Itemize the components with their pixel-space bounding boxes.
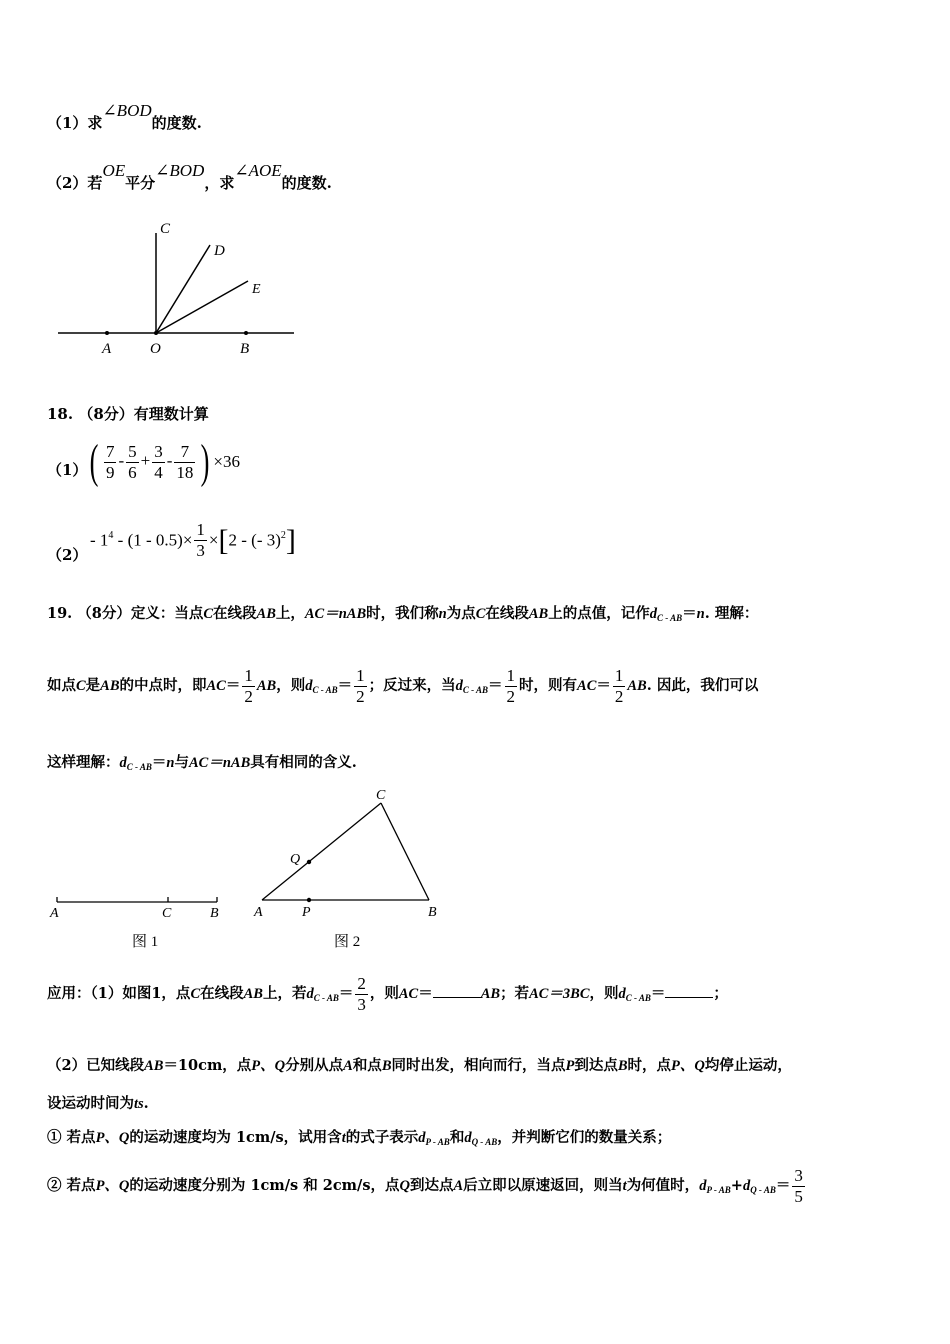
q19-l2-t1: 如点 [47, 677, 76, 694]
fig2-side-ac [262, 803, 381, 900]
q19-p2a-ab: AB [144, 1058, 164, 1074]
q19-frac2 [354, 666, 367, 707]
q18-p1-f2n: 5 [128, 441, 137, 461]
q19-frac4 [613, 666, 626, 707]
q19-l2-eq4: ＝ [596, 677, 611, 694]
q19-c1-pq: P、Q [95, 1130, 130, 1146]
q19-app-t2: 在线段 [200, 985, 244, 1002]
q18-p1-f4n: 7 [180, 441, 190, 461]
q19-app-eq2: ＝ [418, 985, 433, 1002]
q19-c2-fd: 5 [794, 1186, 803, 1206]
q17-p2-mid: 平分 [125, 174, 156, 192]
q17-p2-angle2: ∠AOE [234, 161, 282, 180]
q19-c1-t1: ① 若点 [47, 1129, 96, 1146]
q19-l2-d2sub: C - AB [462, 685, 489, 695]
q17-label-e: E [252, 282, 261, 297]
q19-c2-d2sub: Q - AB [750, 1185, 776, 1195]
q19-c2-t1: ② 若点 [47, 1177, 96, 1194]
q18-part2-formula [90, 520, 296, 561]
q17-point-o [154, 331, 158, 335]
q19-c1-d2sub: Q - AB [471, 1137, 498, 1147]
q19-p2a-b: B [381, 1058, 392, 1074]
q19-c1-t3: 的式子表示 [345, 1129, 419, 1146]
q17-part1 [47, 101, 202, 133]
q19-l2-f3d: 2 [506, 686, 516, 706]
q19-case-2 [47, 1165, 807, 1208]
q19-l2-t5: ；反过来，当 [368, 677, 456, 694]
q19-h_n: n [438, 606, 447, 622]
q18-p2-d-exp: 2 [280, 529, 286, 541]
q17-label-b: B [240, 341, 250, 357]
q19-c2-a: A [453, 1178, 464, 1194]
q18-p1-f1d: 9 [105, 462, 115, 482]
q19-p2a-p: P [565, 1058, 575, 1074]
q18-p2-b: - (1 - 0.5)× [117, 530, 193, 550]
q19-c2-t3: 到达点 [409, 1177, 454, 1194]
q19-figure2 [248, 782, 448, 954]
q19-l2-f3n: 1 [506, 665, 516, 685]
q18-header [47, 404, 209, 424]
q19-app-t1: 应用：（1）如图1，点 [47, 985, 191, 1002]
q17-angle-figure [50, 215, 310, 365]
q18-part1-formula [86, 435, 240, 488]
q19-p2a-t2: ＝10cm，点 [163, 1057, 252, 1074]
q19-l2-f1d: 2 [244, 686, 253, 706]
q19-p2b-t2: . [143, 1095, 149, 1112]
q19-figure1 [45, 890, 235, 955]
q17-part2 [47, 161, 332, 193]
q19-app-eq3: ＝ [650, 985, 666, 1002]
q19-l2-f4n: 1 [614, 665, 624, 685]
q19-l3-t3: 与 [174, 754, 189, 771]
q19-l2-d1: d [305, 678, 313, 694]
fig2-label-q: Q [290, 852, 301, 867]
fig2-label-b: B [428, 905, 437, 920]
q18-p1-op2: + [140, 450, 151, 470]
q18-p2-fn: 1 [196, 520, 205, 539]
q19-c1-t4: 和 [449, 1129, 465, 1146]
q17-label-a: A [102, 341, 112, 357]
q19-c1-t: t [341, 1130, 346, 1146]
q18-p2-a: - 1 [90, 530, 109, 550]
q19-app-d2sub: C - AB [625, 993, 651, 1003]
q19-h_d: d [649, 606, 657, 622]
q18-p2-lbracket: [ [218, 523, 229, 557]
q18-p2-c: × [208, 530, 219, 550]
q19-h_t2: 上， [275, 605, 305, 622]
fig2-label-p: P [302, 905, 311, 920]
q19-c1-d1: d [418, 1130, 426, 1146]
q19-p2a-t5: 同时出发，相向而行，当点 [391, 1057, 566, 1074]
q17-point-a [105, 331, 109, 335]
answer-blank-1[interactable] [433, 983, 481, 998]
q17-ray-od [156, 245, 210, 333]
q19-c2-eq: ＝ [775, 1177, 791, 1194]
q18-p1-f2d: 6 [128, 462, 137, 482]
q19-l2-ac: AC [206, 678, 226, 694]
q18-p2-d: 2 - (- 3) [228, 530, 281, 550]
q18-p2-label: （2） [47, 546, 88, 564]
q19-c2-t5: 为何值时， [626, 1177, 700, 1194]
q18-p1-label: （1） [47, 461, 88, 479]
q19-c2-t2: 的运动速度分别为 1cm/s 和 2cm/s，点 [129, 1177, 400, 1194]
fig1-label-a: A [50, 906, 59, 921]
q17-label-d: D [214, 243, 225, 259]
fig2-side-cb [381, 803, 429, 900]
q19-c1-t5: ，并判断它们的数量关系； [497, 1129, 672, 1146]
q17-ray-oe [156, 281, 248, 333]
q19-h_dsub: C - AB [656, 613, 683, 623]
q18-p2-frac [194, 520, 207, 561]
q19-l2-eq3: ＝ [488, 677, 503, 694]
q19-l2-t6: 时，则有 [519, 677, 578, 694]
q19-h_n2: n [696, 606, 705, 622]
q19-h_eq: AC＝nAB [304, 606, 367, 622]
q19-app-t7: ； [713, 985, 728, 1002]
q19-app-c: C [190, 986, 201, 1002]
q19-c2-fn: 3 [794, 1165, 803, 1185]
q19-l2-c: C [76, 678, 86, 694]
q19-app-d2: d [618, 986, 626, 1002]
q19-p2a-a: A [343, 1058, 353, 1074]
q19-l2-t3: 的中点时，即 [119, 677, 207, 694]
q19-c2-t: t [622, 1178, 627, 1194]
q19-c2-q: Q [399, 1178, 410, 1194]
q19-c1-d1sub: P - AB [425, 1137, 450, 1147]
q19-l3-t2: ＝ [151, 754, 167, 771]
q19-p2a-t6: 到达点 [574, 1057, 618, 1074]
q18-part2-label [47, 545, 87, 565]
q19-p2a-pq: P、Q [251, 1058, 286, 1074]
q19-app-dsub: C - AB [313, 993, 339, 1003]
fig2-label-c: C [376, 788, 386, 803]
q19-app-d: d [306, 986, 314, 1002]
q18-p1-frac4 [174, 442, 195, 483]
q19-app-t4: ，则 [369, 985, 399, 1002]
app-frac [355, 974, 368, 1015]
q19-l2-ac2: AC [577, 678, 597, 694]
q18-p1-right-paren: ) [201, 435, 210, 488]
q17-p1-prefix: （1）求 [47, 114, 103, 132]
q19-l2-f2d: 2 [356, 686, 365, 706]
fig1-caption: 图 1 [132, 934, 159, 950]
q19-h_ab: AB [256, 606, 276, 622]
q19-l2-ab3: AB [627, 678, 647, 694]
q18-p1-op3: - [166, 450, 173, 470]
q19-l2-f2n: 1 [356, 665, 365, 685]
q18-p1-f3n: 3 [154, 441, 163, 461]
q17-p2-comma: ，求 [204, 174, 235, 192]
fig2-label-a: A [254, 905, 263, 920]
q19-l2-t2: 是 [85, 677, 101, 694]
q17-p2-prefix: （2）若 [47, 174, 103, 192]
q19-p2a-pq2: P、Q [671, 1058, 705, 1074]
q19-c1-t2: 的运动速度均为 1cm/s，试用含 [129, 1129, 342, 1146]
q17-point-b [244, 331, 248, 335]
fig2-point-q [307, 860, 311, 864]
q19-l3-dsub: C - AB [126, 762, 152, 772]
q19-app-t6: ，则 [589, 985, 619, 1002]
q18-p1-frac1 [104, 442, 117, 483]
q19-c2-pq: P、Q [95, 1178, 130, 1194]
q19-p2a-t4: 和点 [352, 1057, 382, 1074]
q19-l2-ab: AB [100, 678, 120, 694]
q19-h_t1: 在线段 [213, 605, 257, 622]
fig2-caption: 图 2 [334, 934, 361, 950]
q18-p1-left-paren: ( [89, 435, 99, 488]
q19-app-t3: 上，若 [262, 985, 307, 1002]
q19-l3-t1: 这样理解： [47, 754, 120, 771]
q19-l3-d: d [119, 755, 127, 771]
case2-frac [792, 1166, 805, 1207]
q19-p2b-t1: 设运动时间为 [47, 1095, 134, 1112]
q17-p2-angle: ∠BOD [155, 161, 205, 180]
q19-app-ac3: AC＝3BC [529, 986, 590, 1002]
q18-p1-tail: ×36 [213, 452, 240, 471]
q19-h_ab2: AB [528, 606, 549, 622]
q19-l3-eq: AC＝nAB [189, 755, 251, 771]
q17-label-o: O [150, 341, 161, 357]
q19-c2-d2: d [742, 1178, 751, 1194]
fig1-label-b: B [210, 906, 219, 921]
q19-app-ab: AB [243, 986, 263, 1002]
q18-p1-frac2 [126, 442, 139, 483]
q19-definition [47, 604, 758, 625]
q19-l3-n: n [166, 755, 175, 771]
q19-line3 [47, 753, 357, 774]
q19-c1-d2: d [464, 1130, 472, 1146]
q19-l2-f1n: 1 [244, 665, 253, 685]
q19-l2-t7: . 因此，我们可以 [646, 677, 759, 694]
q19-p2a-t1: （2）已知线段 [47, 1057, 145, 1074]
q19-c2-t4: 后立即以原速返回，则当 [463, 1177, 623, 1194]
q18-part1-label [47, 460, 87, 480]
q19-app-ab2: AB [480, 986, 501, 1002]
q19-l2-d2: d [455, 678, 463, 694]
q19-p2a-t8: 均停止运动， [704, 1057, 792, 1074]
q19-h_t7: ＝ [682, 605, 697, 622]
q19-h_t6: 上的点值，记作 [548, 605, 650, 622]
q18-p1-op1: - [118, 450, 125, 470]
q19-l2-t4: ，则 [276, 677, 306, 694]
q18-p1-f3d: 4 [154, 462, 163, 482]
q18-p1-f1n: 7 [105, 441, 115, 461]
q19-l2-eq: ＝ [225, 677, 241, 694]
q19-app-fd: 3 [357, 994, 366, 1014]
q17-p2-suffix: 的度数. [281, 174, 332, 192]
q19-h_t5: 在线段 [485, 605, 529, 622]
q19-header: 19. （8分）定义：当点 [47, 605, 204, 622]
answer-blank-2[interactable] [665, 983, 713, 998]
q19-l2-d1sub: C - AB [312, 685, 338, 695]
q19-h_t8: . 理解： [704, 605, 759, 622]
fig1-label-c: C [162, 906, 172, 921]
fig2-point-p [307, 898, 311, 902]
q19-h_c: C [203, 606, 214, 622]
q19-frac1 [242, 666, 255, 707]
q19-application-2a [47, 1056, 792, 1076]
q19-frac3 [505, 666, 518, 707]
q19-c2-plus: + [730, 1177, 743, 1194]
q19-c2-d1sub: P - AB [706, 1185, 731, 1195]
q19-app-t5: ；若 [500, 985, 530, 1002]
q19-app-ac: AC [398, 986, 419, 1002]
q18-p2-fd: 3 [196, 541, 205, 560]
q17-p2-oe: OE [102, 161, 126, 180]
q19-p2a-t3: 分别从点 [285, 1057, 344, 1074]
q17-p1-suffix: 的度数. [151, 114, 202, 132]
q18-p2-rbracket: ] [285, 523, 296, 557]
q19-understanding [47, 665, 758, 708]
q18-p1-frac3 [152, 442, 165, 483]
q19-l2-eq2: ＝ [337, 677, 353, 694]
q19-application-1 [47, 973, 728, 1016]
q19-c2-d1: d [699, 1178, 707, 1194]
q19-p2a-b2: B [617, 1058, 628, 1074]
q19-p2b-ts: ts [134, 1096, 144, 1112]
q19-p2a-t7: 时，点 [627, 1057, 672, 1074]
q19-h_c2: C [475, 606, 486, 622]
q19-h_t4: 为点 [446, 605, 476, 622]
q18-p1-f4d: 18 [176, 462, 194, 482]
q19-case-1 [47, 1128, 671, 1149]
q18-header-text: 18. （8分）有理数计算 [47, 405, 209, 423]
q19-l2-ab2: AB [256, 678, 277, 694]
q19-l3-t4: 具有相同的含义. [250, 754, 357, 771]
q19-application-2b [47, 1094, 149, 1114]
q19-app-fn: 2 [357, 973, 366, 993]
q17-label-c: C [160, 221, 171, 237]
q19-l2-f4d: 2 [614, 686, 624, 706]
q19-app-eq: ＝ [338, 985, 354, 1002]
q19-h_t3: 时，我们称 [366, 605, 439, 622]
q17-p1-angle: ∠BOD [102, 101, 152, 120]
q18-p2-a-exp: 4 [108, 529, 114, 541]
